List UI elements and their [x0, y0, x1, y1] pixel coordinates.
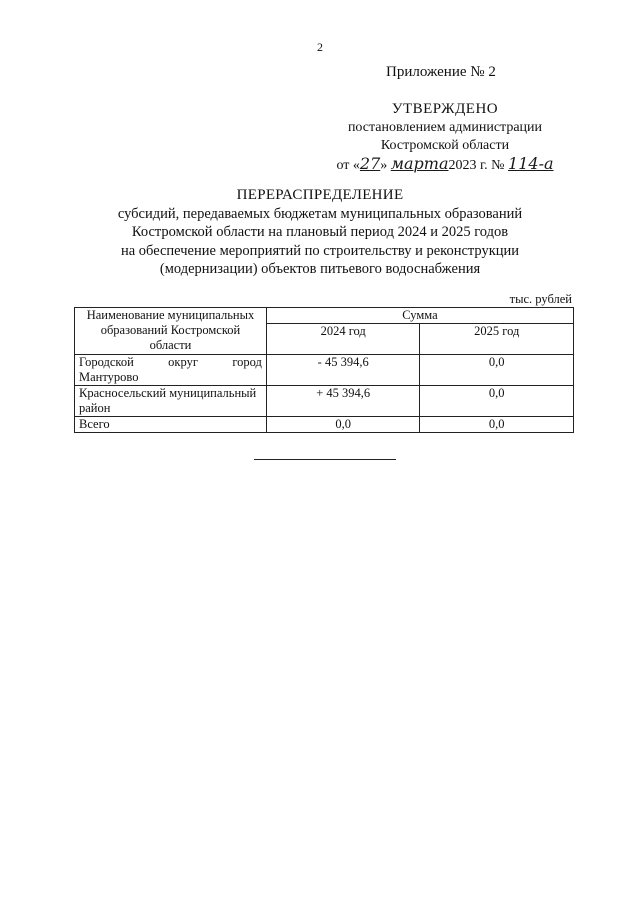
header-year-2025: 2025 год [420, 324, 574, 355]
title-line-4: (модернизации) объектов питьевого водоснабжения [159, 261, 481, 277]
approved-by-line-2: Костромской области [380, 138, 510, 153]
header-year-2024: 2024 год [266, 324, 420, 355]
subsidy-table [74, 307, 574, 433]
table-row [75, 355, 574, 386]
date-mid: » [380, 158, 388, 173]
row-name: Городской округ город Мантурово [75, 355, 267, 386]
appendix-label: Приложение № 2 [386, 64, 496, 80]
row-value-2025: 0,0 [420, 386, 574, 417]
title-line-3: на обеспечение мероприятий по строительству и реконструкции [120, 242, 520, 259]
table-total-row [75, 417, 574, 433]
row-value-2024: - 45 394,6 [266, 355, 420, 386]
title-line-1: субсидий, передаваемых бюджетам муниципальных образований [117, 205, 523, 222]
row-value-2024: 0,0 [266, 417, 420, 433]
approval-date-line [330, 155, 560, 175]
table-row [75, 386, 574, 417]
document-number-handwritten: 114-а [508, 154, 554, 173]
document-title-block [70, 186, 570, 279]
approval-block [330, 100, 560, 175]
row-name: Красносельский муниципальный район [75, 386, 267, 417]
approved-by-line-1: постановлением администрации [347, 120, 543, 135]
header-name-column: Наименование муниципальных образований Костромской области [75, 308, 267, 355]
header-sum-column: Сумма [266, 308, 573, 324]
table-header-row [75, 308, 574, 324]
approved-stamp-text: УТВЕРЖДЕНО [391, 101, 499, 117]
date-prefix: от « [336, 158, 360, 173]
date-day-handwritten: 27 [359, 154, 381, 173]
row-value-2024: + 45 394,6 [266, 386, 420, 417]
title-line-2: Костромской области на плановый период 2024 и 2025 годов [131, 224, 509, 240]
row-name: Всего [75, 417, 267, 433]
date-month-handwritten: марта [390, 154, 449, 173]
row-value-2025: 0,0 [420, 417, 574, 433]
closing-divider [254, 459, 396, 460]
page-number: 2 [317, 40, 323, 54]
document-heading: ПЕРЕРАСПРЕДЕЛЕНИЕ [236, 187, 404, 203]
date-year: 2023 г. № [448, 158, 505, 173]
row-value-2025: 0,0 [420, 355, 574, 386]
units-label: тыс. рублей [509, 292, 572, 306]
